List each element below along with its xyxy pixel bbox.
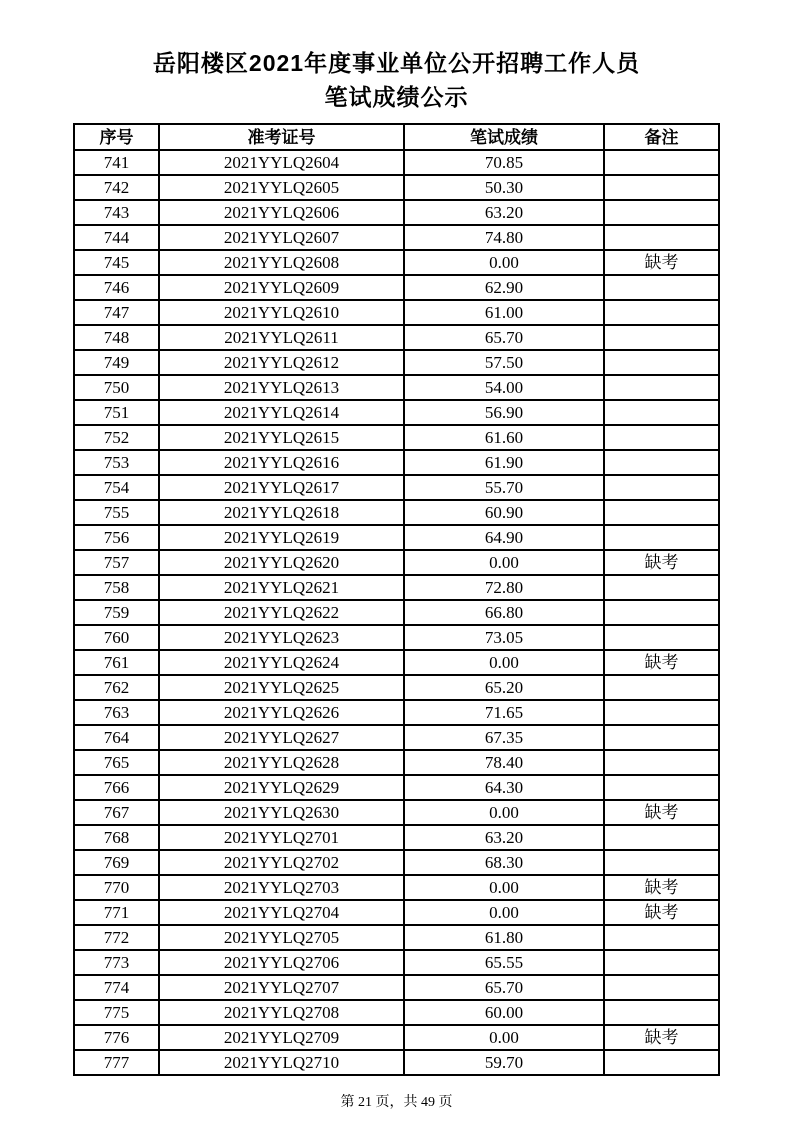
serial-number-cell: 757: [74, 550, 159, 575]
written-score-cell: 0.00: [404, 1025, 604, 1050]
serial-number-cell: 777: [74, 1050, 159, 1075]
table-row: [74, 675, 719, 700]
ticket-number-cell: 2021YYLQ2701: [159, 825, 404, 850]
written-score-cell: 62.90: [404, 275, 604, 300]
table-row: [74, 275, 719, 300]
table-row: [74, 850, 719, 875]
ticket-number-cell: 2021YYLQ2614: [159, 400, 404, 425]
remark-cell: [604, 375, 719, 400]
written-score-cell: 60.90: [404, 500, 604, 525]
table-row: [74, 175, 719, 200]
table-row: [74, 700, 719, 725]
table-row: [74, 1000, 719, 1025]
table-row: [74, 200, 719, 225]
serial-number-cell: 759: [74, 600, 159, 625]
serial-number-cell: 774: [74, 975, 159, 1000]
written-score-cell: 65.55: [404, 950, 604, 975]
remark-cell: [604, 975, 719, 1000]
remark-cell: 缺考: [604, 550, 719, 575]
written-score-cell: 61.80: [404, 925, 604, 950]
written-score-cell: 74.80: [404, 225, 604, 250]
written-score-cell: 54.00: [404, 375, 604, 400]
table-row: [74, 625, 719, 650]
table-row: [74, 600, 719, 625]
remark-cell: [604, 750, 719, 775]
serial-number-cell: 746: [74, 275, 159, 300]
remark-cell: [604, 475, 719, 500]
page-title-line2: 笔试成绩公示: [324, 84, 469, 110]
remark-cell: [604, 575, 719, 600]
written-score-cell: 57.50: [404, 350, 604, 375]
ticket-number-cell: 2021YYLQ2627: [159, 725, 404, 750]
page-title: [0, 0, 793, 114]
ticket-number-cell: 2021YYLQ2709: [159, 1025, 404, 1050]
ticket-number-cell: 2021YYLQ2703: [159, 875, 404, 900]
written-score-cell: 64.30: [404, 775, 604, 800]
ticket-number-cell: 2021YYLQ2623: [159, 625, 404, 650]
ticket-number-cell: 2021YYLQ2612: [159, 350, 404, 375]
remark-cell: 缺考: [604, 875, 719, 900]
ticket-number-cell: 2021YYLQ2604: [159, 150, 404, 175]
remark-cell: [604, 400, 719, 425]
serial-number-cell: 769: [74, 850, 159, 875]
ticket-number-cell: 2021YYLQ2708: [159, 1000, 404, 1025]
ticket-number-cell: 2021YYLQ2606: [159, 200, 404, 225]
written-score-cell: 72.80: [404, 575, 604, 600]
remark-cell: [604, 500, 719, 525]
serial-number-cell: 754: [74, 475, 159, 500]
written-score-cell: 65.70: [404, 975, 604, 1000]
remark-cell: [604, 625, 719, 650]
remark-cell: [604, 325, 719, 350]
table-row: [74, 900, 719, 925]
written-score-cell: 63.20: [404, 200, 604, 225]
serial-number-cell: 773: [74, 950, 159, 975]
remark-cell: 缺考: [604, 800, 719, 825]
ticket-number-cell: 2021YYLQ2706: [159, 950, 404, 975]
table-row: [74, 825, 719, 850]
serial-number-cell: 750: [74, 375, 159, 400]
ticket-number-cell: 2021YYLQ2605: [159, 175, 404, 200]
table-row: [74, 950, 719, 975]
serial-number-cell: 756: [74, 525, 159, 550]
serial-number-cell: 765: [74, 750, 159, 775]
ticket-number-cell: 2021YYLQ2616: [159, 450, 404, 475]
page-footer: 第 21 页，共 49 页: [340, 1095, 453, 1110]
remark-cell: [604, 150, 719, 175]
serial-number-cell: 763: [74, 700, 159, 725]
table-row: [74, 325, 719, 350]
written-score-cell: 59.70: [404, 1050, 604, 1075]
serial-number-cell: 758: [74, 575, 159, 600]
header-remark: 备注: [604, 124, 719, 150]
serial-number-cell: 745: [74, 250, 159, 275]
ticket-number-cell: 2021YYLQ2707: [159, 975, 404, 1000]
ticket-number-cell: 2021YYLQ2622: [159, 600, 404, 625]
serial-number-cell: 751: [74, 400, 159, 425]
ticket-number-cell: 2021YYLQ2710: [159, 1050, 404, 1075]
remark-cell: [604, 300, 719, 325]
ticket-number-cell: 2021YYLQ2626: [159, 700, 404, 725]
written-score-cell: 0.00: [404, 800, 604, 825]
remark-cell: [604, 1050, 719, 1075]
written-score-cell: 67.35: [404, 725, 604, 750]
ticket-number-cell: 2021YYLQ2611: [159, 325, 404, 350]
ticket-number-cell: 2021YYLQ2609: [159, 275, 404, 300]
remark-cell: [604, 200, 719, 225]
table-row: [74, 1025, 719, 1050]
written-score-cell: 61.00: [404, 300, 604, 325]
ticket-number-cell: 2021YYLQ2628: [159, 750, 404, 775]
remark-cell: [604, 275, 719, 300]
serial-number-cell: 744: [74, 225, 159, 250]
table-row: [74, 450, 719, 475]
serial-number-cell: 766: [74, 775, 159, 800]
table-row: [74, 250, 719, 275]
table-row: [74, 750, 719, 775]
table-row: [74, 575, 719, 600]
table-row: [74, 725, 719, 750]
table-row: [74, 400, 719, 425]
written-score-cell: 55.70: [404, 475, 604, 500]
written-score-cell: 61.90: [404, 450, 604, 475]
remark-cell: [604, 350, 719, 375]
table-row: [74, 775, 719, 800]
table-row: [74, 225, 719, 250]
table-row: [74, 800, 719, 825]
remark-cell: [604, 700, 719, 725]
ticket-number-cell: 2021YYLQ2617: [159, 475, 404, 500]
written-score-cell: 63.20: [404, 825, 604, 850]
table-header-row: [74, 124, 719, 150]
written-score-cell: 60.00: [404, 1000, 604, 1025]
serial-number-cell: 742: [74, 175, 159, 200]
remark-cell: [604, 950, 719, 975]
remark-cell: [604, 450, 719, 475]
ticket-number-cell: 2021YYLQ2618: [159, 500, 404, 525]
written-score-cell: 61.60: [404, 425, 604, 450]
ticket-number-cell: 2021YYLQ2621: [159, 575, 404, 600]
table-row: [74, 300, 719, 325]
header-written-score: 笔试成绩: [404, 124, 604, 150]
written-score-cell: 73.05: [404, 625, 604, 650]
written-score-cell: 0.00: [404, 250, 604, 275]
written-score-cell: 78.40: [404, 750, 604, 775]
written-score-cell: 66.80: [404, 600, 604, 625]
serial-number-cell: 741: [74, 150, 159, 175]
serial-number-cell: 770: [74, 875, 159, 900]
remark-cell: [604, 525, 719, 550]
remark-cell: [604, 925, 719, 950]
remark-cell: 缺考: [604, 250, 719, 275]
serial-number-cell: 749: [74, 350, 159, 375]
remark-cell: 缺考: [604, 900, 719, 925]
serial-number-cell: 747: [74, 300, 159, 325]
ticket-number-cell: 2021YYLQ2630: [159, 800, 404, 825]
remark-cell: 缺考: [604, 1025, 719, 1050]
serial-number-cell: 761: [74, 650, 159, 675]
table-row: [74, 375, 719, 400]
table-row: [74, 1050, 719, 1075]
ticket-number-cell: 2021YYLQ2704: [159, 900, 404, 925]
remark-cell: [604, 675, 719, 700]
serial-number-cell: 748: [74, 325, 159, 350]
ticket-number-cell: 2021YYLQ2607: [159, 225, 404, 250]
table-row: [74, 150, 719, 175]
written-score-cell: 0.00: [404, 875, 604, 900]
ticket-number-cell: 2021YYLQ2610: [159, 300, 404, 325]
written-score-cell: 70.85: [404, 150, 604, 175]
ticket-number-cell: 2021YYLQ2625: [159, 675, 404, 700]
ticket-number-cell: 2021YYLQ2629: [159, 775, 404, 800]
serial-number-cell: 755: [74, 500, 159, 525]
score-table: [73, 123, 720, 1076]
remark-cell: [604, 425, 719, 450]
ticket-number-cell: 2021YYLQ2608: [159, 250, 404, 275]
written-score-cell: 0.00: [404, 900, 604, 925]
ticket-number-cell: 2021YYLQ2613: [159, 375, 404, 400]
ticket-number-cell: 2021YYLQ2705: [159, 925, 404, 950]
ticket-number-cell: 2021YYLQ2619: [159, 525, 404, 550]
serial-number-cell: 776: [74, 1025, 159, 1050]
remark-cell: [604, 225, 719, 250]
header-serial-number: 序号: [74, 124, 159, 150]
serial-number-cell: 772: [74, 925, 159, 950]
ticket-number-cell: 2021YYLQ2615: [159, 425, 404, 450]
table-row: [74, 650, 719, 675]
remark-cell: [604, 600, 719, 625]
written-score-cell: 68.30: [404, 850, 604, 875]
serial-number-cell: 767: [74, 800, 159, 825]
serial-number-cell: 743: [74, 200, 159, 225]
serial-number-cell: 768: [74, 825, 159, 850]
table-row: [74, 525, 719, 550]
remark-cell: [604, 175, 719, 200]
remark-cell: [604, 1000, 719, 1025]
written-score-cell: 0.00: [404, 650, 604, 675]
serial-number-cell: 771: [74, 900, 159, 925]
serial-number-cell: 775: [74, 1000, 159, 1025]
remark-cell: [604, 825, 719, 850]
page-title-line1: 岳阳楼区2021年度事业单位公开招聘工作人员: [152, 50, 641, 76]
table-row: [74, 550, 719, 575]
remark-cell: 缺考: [604, 650, 719, 675]
ticket-number-cell: 2021YYLQ2702: [159, 850, 404, 875]
written-score-cell: 0.00: [404, 550, 604, 575]
written-score-cell: 71.65: [404, 700, 604, 725]
table-row: [74, 425, 719, 450]
serial-number-cell: 760: [74, 625, 159, 650]
ticket-number-cell: 2021YYLQ2620: [159, 550, 404, 575]
written-score-cell: 65.20: [404, 675, 604, 700]
written-score-cell: 65.70: [404, 325, 604, 350]
serial-number-cell: 753: [74, 450, 159, 475]
written-score-cell: 50.30: [404, 175, 604, 200]
table-row: [74, 875, 719, 900]
written-score-cell: 64.90: [404, 525, 604, 550]
ticket-number-cell: 2021YYLQ2624: [159, 650, 404, 675]
written-score-cell: 56.90: [404, 400, 604, 425]
table-row: [74, 500, 719, 525]
remark-cell: [604, 850, 719, 875]
serial-number-cell: 764: [74, 725, 159, 750]
table-row: [74, 350, 719, 375]
serial-number-cell: 752: [74, 425, 159, 450]
remark-cell: [604, 725, 719, 750]
table-row: [74, 925, 719, 950]
table-row: [74, 475, 719, 500]
remark-cell: [604, 775, 719, 800]
table-row: [74, 975, 719, 1000]
serial-number-cell: 762: [74, 675, 159, 700]
header-ticket-number: 准考证号: [159, 124, 404, 150]
